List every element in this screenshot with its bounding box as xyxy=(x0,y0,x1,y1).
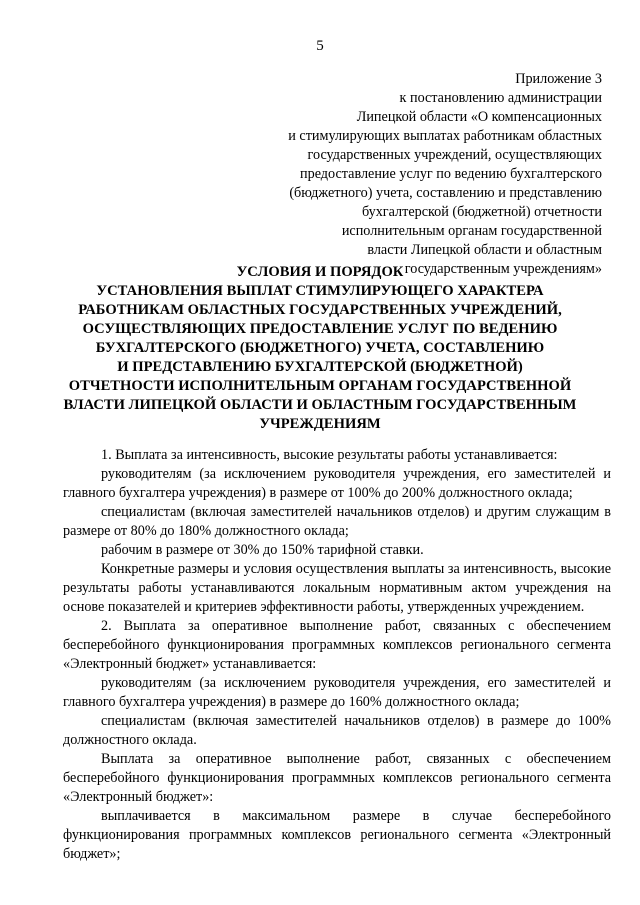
appendix-line: к постановлению администрации xyxy=(399,90,602,106)
body-paragraph: специалистам (включая заместителей начальников отделов) в размере до 100% должностного оклада. xyxy=(63,713,611,748)
appendix-line: (бюджетного) учета, составлению и представлению xyxy=(289,185,602,201)
appendix-line: государственным учреждениям» xyxy=(404,261,602,277)
body-paragraph: руководителям (за исключением руководителя учреждения, его заместителей и главного бухгалтера учреждения) в размере от 100% до 200% должностного оклада; xyxy=(63,466,611,501)
appendix-line: предоставление услуг по ведению бухгалтерского xyxy=(300,166,602,182)
body-paragraph: выплачивается в максимальном размере в случае бесперебойного функционирования программных комплексов регионального сегмента «Электронный бюджет»; xyxy=(63,808,611,862)
appendix-line: государственных учреждений, осуществляющих xyxy=(307,147,602,163)
body-paragraph: специалистам (включая заместителей начальников отделов) и другим служащим в размере от 80% до 180% должностного оклада; xyxy=(63,504,611,539)
title-line: ОСУЩЕСТВЛЯЮЩИХ ПРЕДОСТАВЛЕНИЕ УСЛУГ ПО ВЕДЕНИЮ xyxy=(82,321,558,337)
body-paragraph: рабочим в размере от 30% до 150% тарифной ставки. xyxy=(101,542,424,558)
body-paragraph: руководителям (за исключением руководителя учреждения, его заместителей и главного бухгалтера учреждения) в размере до 160% должностного оклада; xyxy=(63,675,611,710)
title-line: И ПРЕДСТАВЛЕНИЮ БУХГАЛТЕРСКОЙ (БЮДЖЕТНОЙ) xyxy=(117,359,523,375)
title-line: УСТАНОВЛЕНИЯ ВЫПЛАТ СТИМУЛИРУЮЩЕГО ХАРАКТЕРА xyxy=(96,283,544,299)
body-paragraph: 1. Выплата за интенсивность, высокие результаты работы устанавливается: xyxy=(101,447,558,463)
appendix-line: и стимулирующих выплатах работникам областных xyxy=(288,128,602,144)
title-line: ОТЧЕТНОСТИ ИСПОЛНИТЕЛЬНЫМ ОРГАНАМ ГОСУДАРСТВЕННОЙ xyxy=(68,378,572,394)
title-line: УСЛОВИЯ И ПОРЯДОК xyxy=(236,264,404,280)
title-line: УЧРЕЖДЕНИЯМ xyxy=(259,416,381,432)
appendix-line: власти Липецкой области и областным xyxy=(367,242,602,258)
document-body xyxy=(63,446,611,864)
document-title xyxy=(60,263,580,434)
appendix-header xyxy=(242,70,602,279)
body-paragraph: Конкретные размеры и условия осуществления выплаты за интенсивность, высокие результаты работы устанавливаются локальным нормативным актом учреждения на основе показателей и критериев эффективности работы, утвержденных учреждением. xyxy=(63,561,611,615)
appendix-line: исполнительным органам государственной xyxy=(341,223,602,239)
appendix-line: Липецкой области «О компенсационных xyxy=(356,109,602,125)
body-paragraph: Выплата за оперативное выполнение работ, связанных с обеспечением бесперебойного функционирования программных комплексов регионального сегмента «Электронный бюджет»: xyxy=(63,751,611,805)
body-paragraph: 2. Выплата за оперативное выполнение работ, связанных с обеспечением бесперебойного функционирования программных комплексов регионального сегмента «Электронный бюджет» устанавливается: xyxy=(63,618,611,672)
page-number: 5 xyxy=(316,38,324,54)
title-line: РАБОТНИКАМ ОБЛАСТНЫХ ГОСУДАРСТВЕННЫХ УЧРЕЖДЕНИЙ, xyxy=(78,302,562,318)
title-line: ВЛАСТИ ЛИПЕЦКОЙ ОБЛАСТИ И ОБЛАСТНЫМ ГОСУДАРСТВЕННЫМ xyxy=(63,397,577,413)
appendix-line: бухгалтерской (бюджетной) отчетности xyxy=(361,204,602,220)
title-line: БУХГАЛТЕРСКОГО (БЮДЖЕТНОГО) УЧЕТА, СОСТАВЛЕНИЮ xyxy=(95,340,545,356)
appendix-line: Приложение 3 xyxy=(515,71,602,87)
